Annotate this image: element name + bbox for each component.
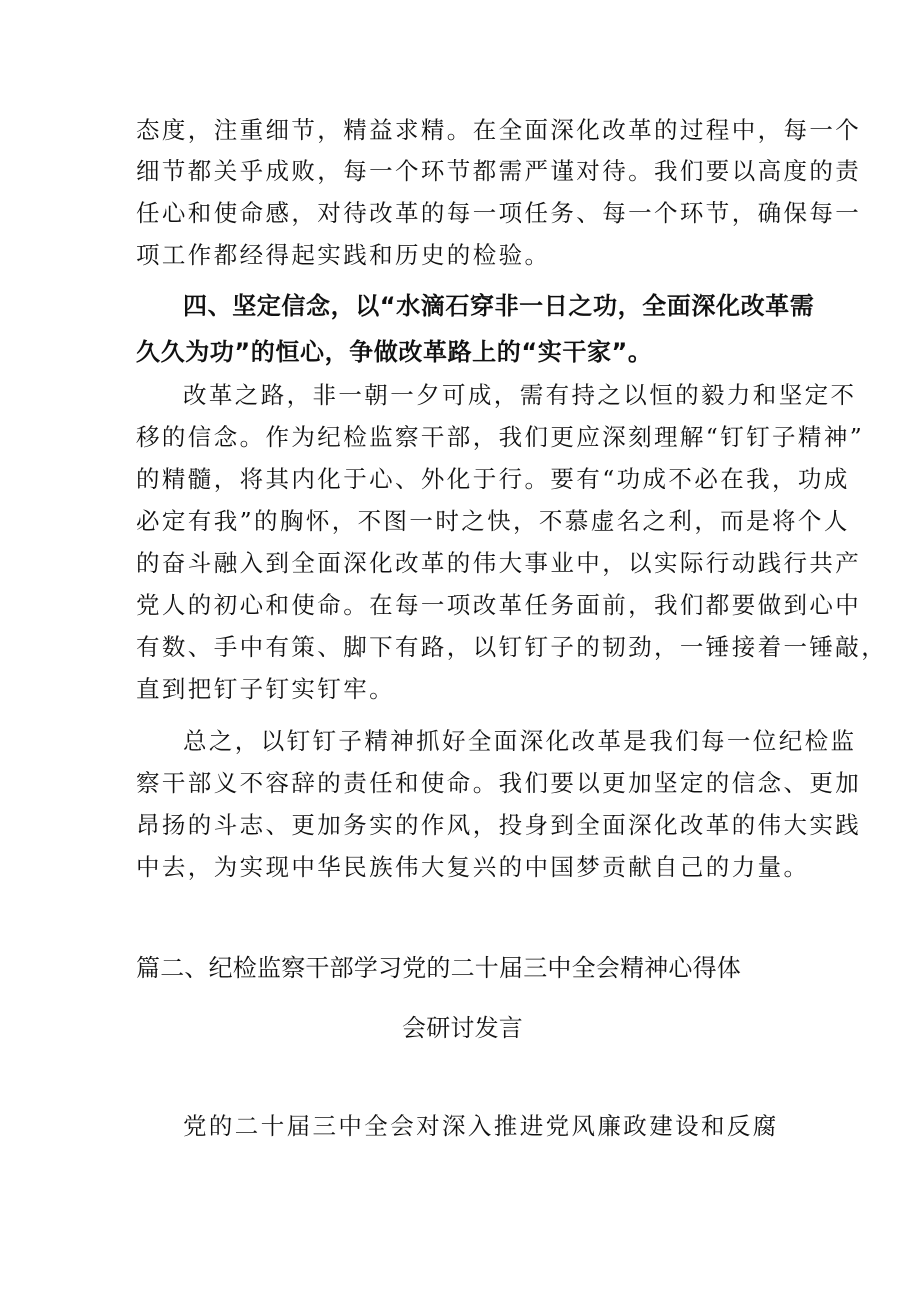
text-line: 的奋斗融入到全面深化改革的伟大事业中，以实际行动践行共产	[136, 549, 862, 577]
text-line: 必定有我”的胸怀，不图一时之快，不慕虚名之利，而是将个人	[136, 507, 850, 535]
heading-line: 四、坚定信念，以“水滴石穿非一日之功，全面深化改革需	[183, 292, 815, 320]
text-line: 党的二十届三中全会对深入推进党风廉政建设和反腐	[183, 1112, 779, 1140]
text-line: 态度，注重细节，精益求精。在全面深化改革的过程中，每一个	[136, 116, 862, 144]
text-line: 的精髓，将其内化于心、外化于行。要有“功成不必在我，功成	[136, 465, 850, 493]
heading-line: 久久为功”的恒心，争做改革路上的“实干家”。	[136, 338, 653, 366]
text-line: 有数、手中有策、脚下有路，以钉钉子的韧劲，一锤接着一锤敲，	[136, 633, 888, 661]
text-line: 昂扬的斗志、更加务实的作风，投身到全面深化改革的伟大实践	[136, 811, 862, 839]
text-line: 任心和使命感，对待改革的每一项任务、每一个环节，确保每一	[136, 199, 862, 227]
text-line: 移的信念。作为纪检监察干部，我们更应深刻理解“钉钉子精神”	[136, 423, 865, 451]
text-line: 直到把钉子钉实钉牢。	[136, 675, 395, 703]
text-line: 改革之路，非一朝一夕可成，需有持之以恒的毅力和坚定不	[183, 381, 857, 409]
text-line: 党人的初心和使命。在每一项改革任务面前，我们都要做到心中	[136, 591, 862, 619]
text-line: 细节都关乎成败，每一个环节都需严谨对待。我们要以高度的责	[136, 157, 862, 185]
title-line: 会研讨发言	[402, 1014, 523, 1042]
text-line: 中去，为实现中华民族伟大复兴的中国梦贡献自己的力量。	[136, 853, 810, 881]
text-line: 项工作都经得起实践和历史的检验。	[136, 241, 551, 269]
text-line: 总之，以钉钉子精神抓好全面深化改革是我们每一位纪检监	[183, 727, 857, 755]
text-line: 察干部义不容辞的责任和使命。我们要以更加坚定的信念、更加	[136, 769, 862, 797]
title-line: 篇二、纪检监察干部学习党的二十届三中全会精神心得体	[136, 954, 741, 982]
